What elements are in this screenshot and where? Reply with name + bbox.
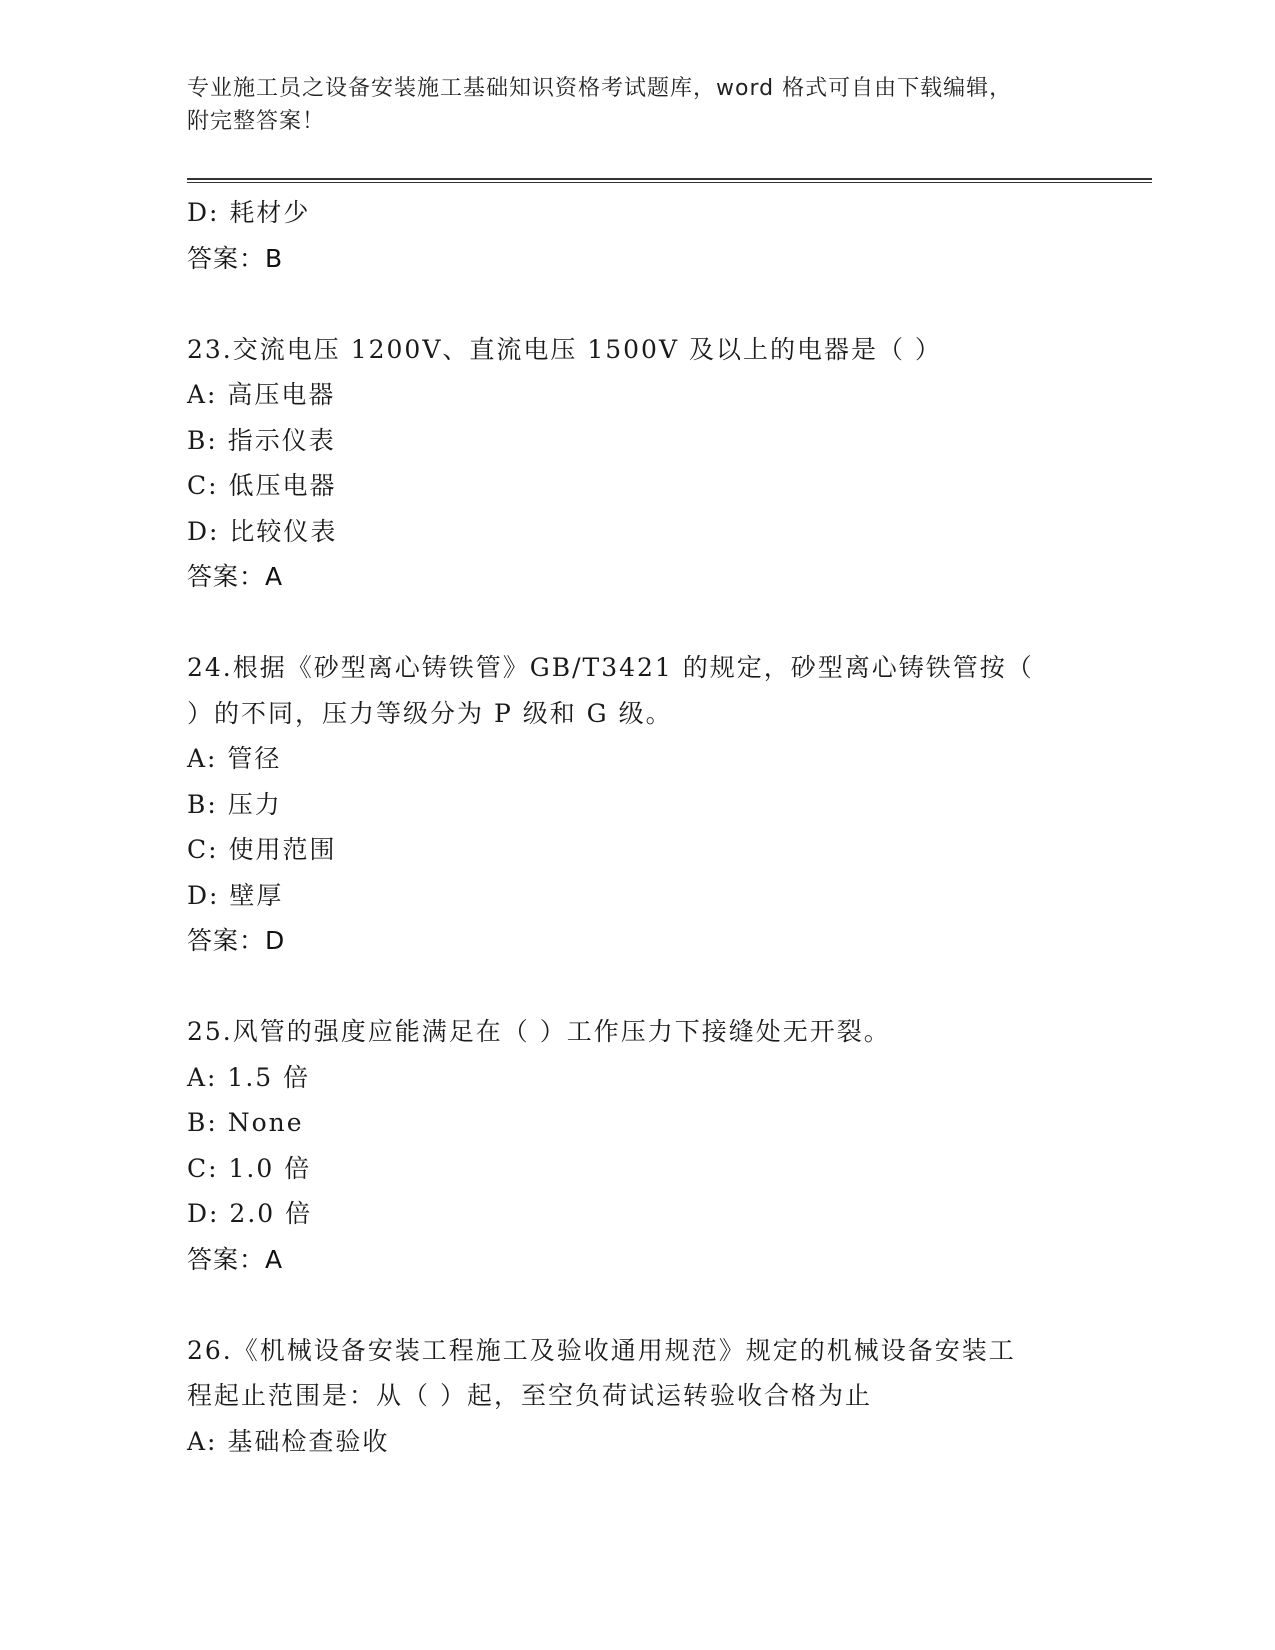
answer: 答案：D (187, 926, 286, 955)
option-d: D: 2.0 倍 (187, 1199, 313, 1228)
option-d: D: 耗材少 (187, 198, 311, 227)
question-stem: 23.交流电压 1200V、直流电压 1500V 及以上的电器是（ ） (187, 334, 942, 364)
question-stem-continued: ）的不同，压力等级分为 P 级和 G 级。 (187, 698, 673, 728)
page-header (187, 72, 1067, 138)
option-c: C: 使用范围 (187, 835, 337, 864)
option-a: A: 基础检查验收 (187, 1426, 390, 1456)
answer: 答案：A (187, 1244, 284, 1274)
question-26 (187, 1328, 1107, 1465)
spacer (187, 1282, 1107, 1328)
question-stem-continued: 程起止范围是：从（ ）起，至空负荷试运转验收合格为止 (187, 1381, 872, 1410)
header-line-1: 专业施工员之设备安装施工基础知识资格考试题库，word 格式可自由下载编辑， (187, 76, 1013, 101)
header-line-2: 附完整答案！ (187, 109, 326, 134)
header-divider (187, 178, 1152, 183)
answer: 答案：A (187, 562, 284, 591)
answer: 答案：B (187, 243, 284, 273)
option-d: D: 壁厚 (187, 880, 284, 910)
option-a: A: 高压电器 (187, 380, 336, 409)
option-b: B: None (187, 1108, 304, 1137)
question-23 (187, 327, 1107, 600)
option-b: B: 压力 (187, 789, 282, 819)
question-stem: 24.根据《砂型离心铸铁管》GB/T3421 的规定，砂型离心铸铁管按（ (187, 653, 1034, 682)
question-25 (187, 1009, 1107, 1282)
spacer (187, 964, 1107, 1010)
spacer (187, 600, 1107, 646)
option-c: C: 低压电器 (187, 471, 337, 500)
question-list (187, 190, 1107, 1464)
question-24 (187, 645, 1107, 964)
question-stem: 26.《机械设备安装工程施工及验收通用规范》规定的机械设备安装工 (187, 1335, 1016, 1365)
option-b: B: 指示仪表 (187, 425, 336, 455)
question-stem: 25.风管的强度应能满足在（ ）工作压力下接缝处无开裂。 (187, 1017, 891, 1046)
option-d: D: 比较仪表 (187, 516, 338, 546)
option-c: C: 1.0 倍 (187, 1153, 312, 1183)
spacer (187, 281, 1107, 327)
option-a: A: 管径 (187, 744, 282, 773)
option-a: A: 1.5 倍 (187, 1062, 311, 1092)
